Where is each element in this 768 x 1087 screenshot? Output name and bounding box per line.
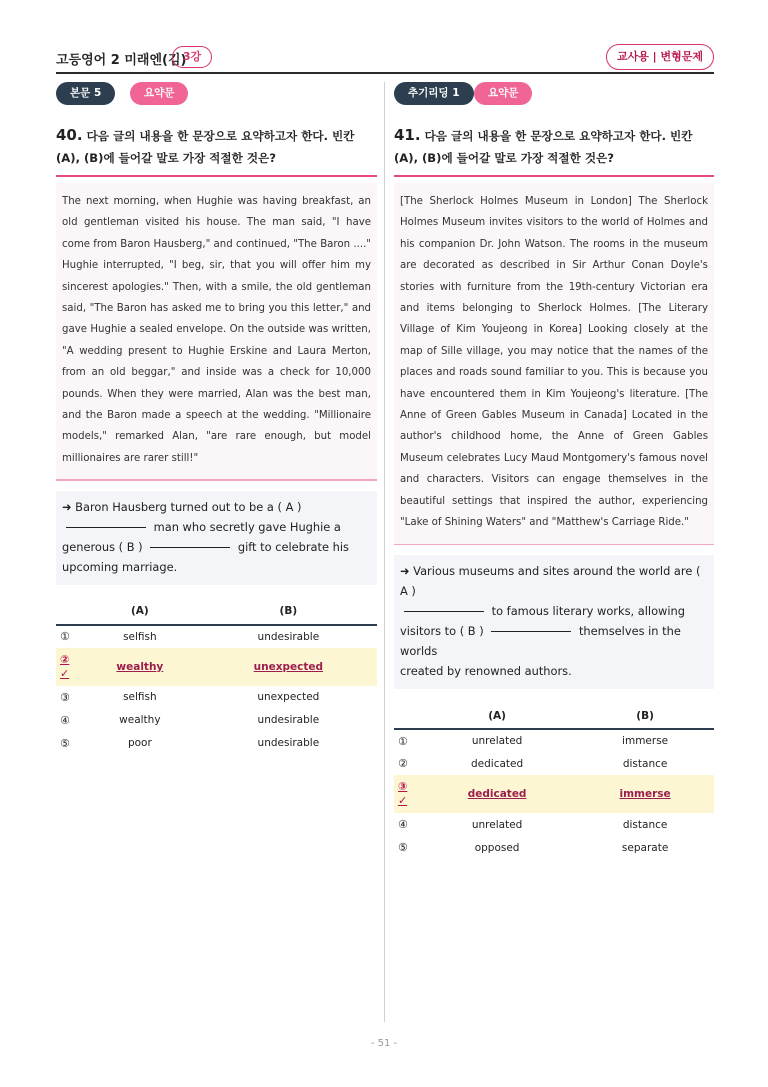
question-text: 다음 글의 내용을 한 문장으로 요약하고자 한다. 빈칸 (A), (B)에 들어갈 말로 가장 적절한 것은? xyxy=(56,129,355,165)
summary-line xyxy=(400,601,708,621)
option-number: ⑤ xyxy=(398,841,408,854)
option-row[interactable] xyxy=(394,836,714,859)
option-number: ④ xyxy=(398,818,408,831)
summary-text: gift to celebrate his xyxy=(237,539,349,554)
option-row-correct[interactable] xyxy=(56,648,377,686)
question-41 xyxy=(394,82,714,859)
options-header xyxy=(394,703,714,729)
reading-passage: The next morning, when Hughie was having breakfast, an old gentleman visited his house. The man said, "I have come from Baron Hausberg," and continued, "The Baron ...." Hughie interrupted, "I beg, sir, that you will offer him my sincerest apologies." Then, with a smile, the old gentleman said, "The Baron has asked me to bring you this letter," and gave Hughie a sealed envelope. On the outside was written, "A wedding present to Hughie Erskine and Laura Merton, from an old beggar," and inside was a check for 10,000 pounds. When they were married, Alan was the best man, and the Baron made a speech at the wedding. "Millionaire models," remarked Alan, "are rare enough, but model millionaires are rarer still!" xyxy=(56,183,377,479)
option-a: unrelated xyxy=(471,818,523,831)
option-row[interactable] xyxy=(394,752,714,775)
summary-line: ➜ Baron Hausberg turned out to be a ( A ) xyxy=(62,499,302,514)
summary-sentence xyxy=(56,491,377,585)
option-a: wealthy xyxy=(80,648,200,686)
blank-a xyxy=(404,611,484,612)
option-b: undesirable xyxy=(257,630,320,643)
question-prompt xyxy=(56,124,377,169)
blank-a xyxy=(66,527,146,528)
option-row-correct[interactable] xyxy=(394,775,714,813)
question-number: 41. xyxy=(394,126,421,144)
option-b: separate xyxy=(621,841,669,854)
option-row[interactable] xyxy=(394,729,714,752)
question-divider xyxy=(56,175,377,177)
check-icon: ✓ xyxy=(398,794,408,807)
question-prompt xyxy=(394,124,714,169)
type-tag: 요약문 xyxy=(130,82,188,105)
option-b: unexpected xyxy=(257,691,320,704)
reading-passage: [The Sherlock Holmes Museum in London] The Sherlock Holmes Museum invites visitors to the world of Holmes and his companion Dr. John Watson. The rooms in the museum are decorated as described in Sir Arthur Conan Doyle's stories with furniture from the 19th-century Victorian era and items belonging to Sherlock Holmes. [The Literary Village of Kim Youjeong in Korea] Looking closely at the map of Sille village, you may notice that the names of the places and roads sound familiar to you. This is because you have encountered them in Kim Youjeong's literature. [The Anne of Green Gables Museum in Canada] Located in the author's childhood home, the Anne of Green Gables Museum celebrates Lucy Maud Montgomery's famous novel and characters. Visitors can engage themselves in the beautiful settings that inspired the author, experiencing "Lake of Shining Waters" and "Matthew's Carriage Ride." xyxy=(394,183,714,544)
option-number: ④ xyxy=(60,713,70,727)
passage-divider xyxy=(56,479,377,481)
question-tags xyxy=(394,82,714,106)
summary-text: visitors to ( B ) xyxy=(400,624,484,638)
summary-line xyxy=(400,621,708,661)
section-tag: 본문 5 xyxy=(56,82,115,105)
option-a: wealthy xyxy=(119,714,161,727)
column-a-header: (A) xyxy=(80,599,200,625)
option-row[interactable] xyxy=(394,813,714,836)
option-a: unrelated xyxy=(471,735,523,747)
column-a-header: (A) xyxy=(418,703,576,729)
option-number-text: ③ xyxy=(398,780,408,793)
column-b-header: (B) xyxy=(200,599,377,625)
option-number xyxy=(394,775,418,813)
header-divider xyxy=(56,72,714,74)
column-divider xyxy=(384,82,385,1022)
column-b-header: (B) xyxy=(576,703,714,729)
teacher-edition-badge: 교사용 | 변형문제 xyxy=(606,44,714,70)
section-tag: 추기리딩 1 xyxy=(394,82,474,105)
summary-text: to famous literary works, allowing xyxy=(491,604,685,618)
option-b: immerse xyxy=(576,775,714,813)
question-number: 40. xyxy=(56,126,83,144)
option-row[interactable] xyxy=(56,686,377,709)
option-b: undesirable xyxy=(257,714,320,727)
page-number: - 51 - xyxy=(370,1038,398,1049)
option-number: ⑤ xyxy=(60,736,70,750)
question-divider xyxy=(394,175,714,177)
question-text: 다음 글의 내용을 한 문장으로 요약하고자 한다. 빈칸 (A), (B)에 들어갈 말로 가장 적절한 것은? xyxy=(394,129,693,165)
lesson-badge: 3강 xyxy=(172,46,212,68)
option-b: distance xyxy=(622,757,668,770)
summary-line: created by renowned authors. xyxy=(400,664,572,678)
option-number-text: ② xyxy=(60,652,70,666)
option-number: ① xyxy=(60,630,70,644)
type-tag: 요약문 xyxy=(474,82,532,105)
option-a: selfish xyxy=(123,630,157,643)
answer-options-table xyxy=(394,703,714,859)
summary-line xyxy=(62,537,371,557)
book-title: 고등영어 2 미래엔(김) xyxy=(56,53,187,68)
option-a: selfish xyxy=(123,691,157,704)
option-row[interactable] xyxy=(56,709,377,732)
blank-b xyxy=(491,631,571,632)
question-40 xyxy=(56,82,377,755)
option-a: opposed xyxy=(474,841,520,854)
passage-divider xyxy=(394,544,714,546)
summary-text: generous ( B ) xyxy=(62,539,143,554)
summary-text: man who secretly gave Hughie a xyxy=(153,519,341,534)
page-header xyxy=(56,44,714,74)
option-row[interactable] xyxy=(56,732,377,755)
option-number: ① xyxy=(398,734,408,748)
summary-text: themselves in the worlds xyxy=(400,624,681,658)
summary-line: upcoming marriage. xyxy=(62,559,178,574)
option-a: poor xyxy=(127,737,152,750)
answer-options-table xyxy=(56,599,377,755)
option-b: distance xyxy=(622,818,668,831)
option-number: ② xyxy=(398,757,408,770)
option-b: immerse xyxy=(622,735,669,747)
option-a: dedicated xyxy=(471,757,524,770)
option-number xyxy=(56,648,80,686)
summary-line xyxy=(62,517,371,537)
blank-b xyxy=(150,547,230,548)
option-row[interactable] xyxy=(56,625,377,648)
option-b: unexpected xyxy=(200,648,377,686)
option-b: undesirable xyxy=(257,737,320,750)
question-tags xyxy=(56,82,377,106)
options-header xyxy=(56,599,377,625)
summary-sentence xyxy=(394,555,714,689)
option-number: ③ xyxy=(60,690,70,704)
option-a: dedicated xyxy=(418,775,576,813)
check-icon: ✓ xyxy=(60,666,70,680)
summary-line: ➜ Various museums and sites around the world are ( A ) xyxy=(400,564,701,598)
